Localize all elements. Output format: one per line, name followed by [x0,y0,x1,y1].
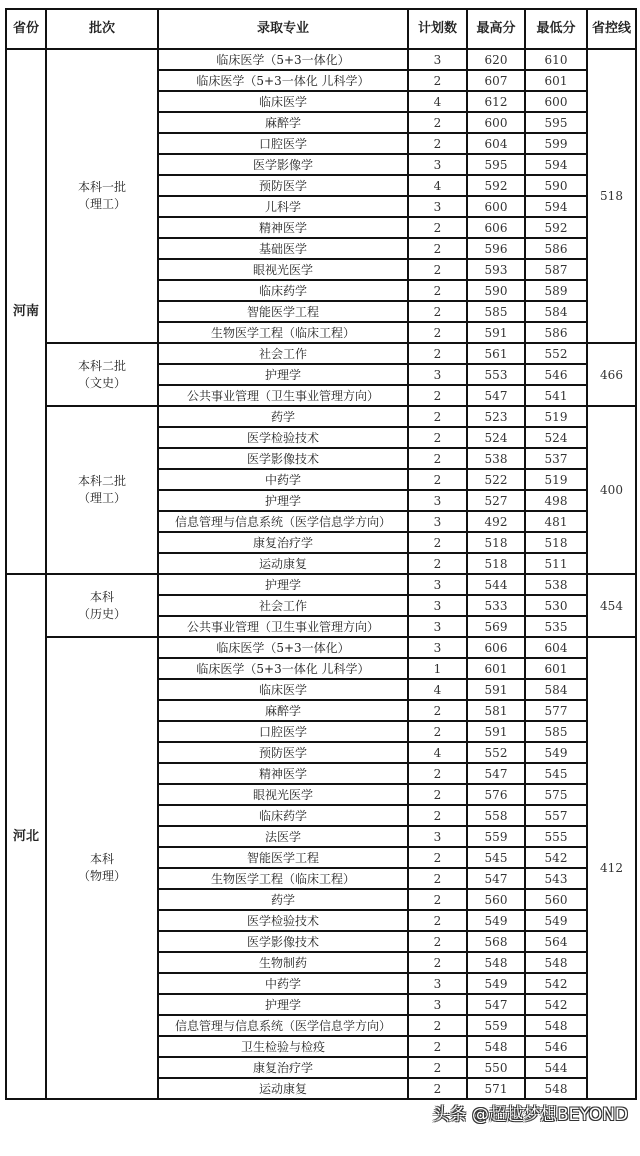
min-score-cell: 592 [525,217,587,238]
plan-count-cell: 2 [408,448,467,469]
min-score-cell: 549 [525,910,587,931]
min-score-cell: 543 [525,868,587,889]
min-score-cell: 599 [525,133,587,154]
min-score-cell: 537 [525,448,587,469]
major-cell: 医学检验技术 [158,910,408,931]
major-cell: 临床医学（5+3一体化） [158,49,408,70]
major-cell: 眼视光医学 [158,784,408,805]
control-line-cell: 412 [587,637,636,1099]
max-score-cell: 518 [467,553,525,574]
max-score-cell: 591 [467,679,525,700]
min-score-cell: 586 [525,322,587,343]
max-score-cell: 552 [467,742,525,763]
min-score-cell: 542 [525,973,587,994]
header-batch: 批次 [46,9,158,49]
min-score-cell: 519 [525,469,587,490]
table-row [6,574,636,595]
control-line-cell: 466 [587,343,636,406]
max-score-cell: 549 [467,973,525,994]
max-score-cell: 600 [467,112,525,133]
min-score-cell: 542 [525,847,587,868]
min-score-cell: 552 [525,343,587,364]
plan-count-cell: 2 [408,532,467,553]
max-score-cell: 595 [467,154,525,175]
table-row [6,637,636,658]
plan-count-cell: 2 [408,700,467,721]
plan-count-cell: 3 [408,574,467,595]
max-score-cell: 527 [467,490,525,511]
plan-count-cell: 3 [408,49,467,70]
plan-count-cell: 2 [408,259,467,280]
plan-count-cell: 4 [408,175,467,196]
min-score-cell: 498 [525,490,587,511]
min-score-cell: 511 [525,553,587,574]
max-score-cell: 524 [467,427,525,448]
major-cell: 运动康复 [158,1078,408,1099]
major-cell: 临床药学 [158,280,408,301]
major-cell: 预防医学 [158,742,408,763]
major-cell: 护理学 [158,994,408,1015]
major-cell: 运动康复 [158,553,408,574]
plan-count-cell: 3 [408,616,467,637]
max-score-cell: 612 [467,91,525,112]
header-max-score: 最高分 [467,9,525,49]
min-score-cell: 544 [525,1057,587,1078]
major-cell: 儿科学 [158,196,408,217]
major-cell: 卫生检验与检疫 [158,1036,408,1057]
major-cell: 临床医学 [158,679,408,700]
major-cell: 医学检验技术 [158,427,408,448]
control-line-cell: 454 [587,574,636,637]
table-row [6,49,636,70]
min-score-cell: 530 [525,595,587,616]
major-cell: 预防医学 [158,175,408,196]
table-row [6,406,636,427]
max-score-cell: 553 [467,364,525,385]
plan-count-cell: 2 [408,469,467,490]
plan-count-cell: 2 [408,385,467,406]
min-score-cell: 481 [525,511,587,532]
min-score-cell: 548 [525,1078,587,1099]
max-score-cell: 560 [467,889,525,910]
min-score-cell: 518 [525,532,587,553]
max-score-cell: 559 [467,1015,525,1036]
min-score-cell: 548 [525,952,587,973]
min-score-cell: 535 [525,616,587,637]
min-score-cell: 575 [525,784,587,805]
max-score-cell: 591 [467,721,525,742]
plan-count-cell: 2 [408,1036,467,1057]
max-score-cell: 522 [467,469,525,490]
watermark: 头条 @超越梦想BEYOND [432,1105,628,1125]
plan-count-cell: 2 [408,805,467,826]
table-row [6,343,636,364]
min-score-cell: 548 [525,1015,587,1036]
major-cell: 生物医学工程（临床工程） [158,322,408,343]
header-province: 省份 [6,9,46,49]
plan-count-cell: 3 [408,364,467,385]
major-cell: 护理学 [158,574,408,595]
min-score-cell: 594 [525,154,587,175]
min-score-cell: 546 [525,364,587,385]
max-score-cell: 606 [467,217,525,238]
major-cell: 智能医学工程 [158,301,408,322]
max-score-cell: 581 [467,700,525,721]
major-cell: 麻醉学 [158,112,408,133]
min-score-cell: 557 [525,805,587,826]
plan-count-cell: 3 [408,154,467,175]
major-cell: 口腔医学 [158,133,408,154]
max-score-cell: 571 [467,1078,525,1099]
major-cell: 医学影像技术 [158,931,408,952]
major-cell: 生物医学工程（临床工程） [158,868,408,889]
batch-cell: 本科二批 （理工） [46,406,158,574]
max-score-cell: 591 [467,322,525,343]
plan-count-cell: 2 [408,427,467,448]
plan-count-cell: 3 [408,196,467,217]
max-score-cell: 518 [467,532,525,553]
max-score-cell: 569 [467,616,525,637]
major-cell: 临床药学 [158,805,408,826]
major-cell: 信息管理与信息系统（医学信息学方向） [158,1015,408,1036]
max-score-cell: 590 [467,280,525,301]
min-score-cell: 564 [525,931,587,952]
max-score-cell: 559 [467,826,525,847]
major-cell: 眼视光医学 [158,259,408,280]
plan-count-cell: 4 [408,91,467,112]
province-cell: 河北 [6,574,46,1099]
max-score-cell: 547 [467,994,525,1015]
major-cell: 精神医学 [158,763,408,784]
max-score-cell: 607 [467,70,525,91]
major-cell: 临床医学（5+3一体化 儿科学） [158,70,408,91]
min-score-cell: 601 [525,70,587,91]
admission-scores-table [5,8,637,1100]
plan-count-cell: 2 [408,763,467,784]
min-score-cell: 600 [525,91,587,112]
header-control-line: 省控线 [587,9,636,49]
min-score-cell: 601 [525,658,587,679]
plan-count-cell: 2 [408,910,467,931]
plan-count-cell: 2 [408,784,467,805]
max-score-cell: 523 [467,406,525,427]
plan-count-cell: 3 [408,973,467,994]
min-score-cell: 545 [525,763,587,784]
max-score-cell: 544 [467,574,525,595]
major-cell: 麻醉学 [158,700,408,721]
major-cell: 临床医学（5+3一体化） [158,637,408,658]
major-cell: 生物制药 [158,952,408,973]
min-score-cell: 560 [525,889,587,910]
max-score-cell: 547 [467,763,525,784]
plan-count-cell: 2 [408,952,467,973]
max-score-cell: 568 [467,931,525,952]
max-score-cell: 601 [467,658,525,679]
plan-count-cell: 2 [408,868,467,889]
plan-count-cell: 2 [408,238,467,259]
major-cell: 智能医学工程 [158,847,408,868]
plan-count-cell: 3 [408,826,467,847]
major-cell: 法医学 [158,826,408,847]
major-cell: 口腔医学 [158,721,408,742]
plan-count-cell: 2 [408,322,467,343]
min-score-cell: 519 [525,406,587,427]
major-cell: 药学 [158,406,408,427]
min-score-cell: 541 [525,385,587,406]
min-score-cell: 524 [525,427,587,448]
major-cell: 临床医学 [158,91,408,112]
min-score-cell: 594 [525,196,587,217]
major-cell: 中药学 [158,973,408,994]
min-score-cell: 549 [525,742,587,763]
max-score-cell: 561 [467,343,525,364]
batch-cell: 本科 （物理） [46,637,158,1099]
plan-count-cell: 2 [408,1015,467,1036]
major-cell: 康复治疗学 [158,532,408,553]
plan-count-cell: 2 [408,217,467,238]
max-score-cell: 596 [467,238,525,259]
plan-count-cell: 3 [408,490,467,511]
min-score-cell: 577 [525,700,587,721]
max-score-cell: 620 [467,49,525,70]
batch-cell: 本科二批 （文史） [46,343,158,406]
plan-count-cell: 2 [408,721,467,742]
province-cell: 河南 [6,49,46,574]
plan-count-cell: 2 [408,553,467,574]
max-score-cell: 604 [467,133,525,154]
plan-count-cell: 3 [408,637,467,658]
plan-count-cell: 3 [408,994,467,1015]
plan-count-cell: 3 [408,595,467,616]
plan-count-cell: 2 [408,301,467,322]
major-cell: 精神医学 [158,217,408,238]
max-score-cell: 548 [467,952,525,973]
max-score-cell: 492 [467,511,525,532]
major-cell: 中药学 [158,469,408,490]
plan-count-cell: 4 [408,679,467,700]
batch-cell: 本科 （历史） [46,574,158,637]
major-cell: 医学影像技术 [158,448,408,469]
max-score-cell: 585 [467,301,525,322]
major-cell: 护理学 [158,364,408,385]
min-score-cell: 587 [525,259,587,280]
major-cell: 信息管理与信息系统（医学信息学方向） [158,511,408,532]
plan-count-cell: 2 [408,70,467,91]
plan-count-cell: 2 [408,406,467,427]
header-plan-count: 计划数 [408,9,467,49]
min-score-cell: 585 [525,721,587,742]
header-major: 录取专业 [158,9,408,49]
major-cell: 护理学 [158,490,408,511]
header-row [6,9,636,49]
header-min-score: 最低分 [525,9,587,49]
plan-count-cell: 2 [408,280,467,301]
min-score-cell: 610 [525,49,587,70]
min-score-cell: 586 [525,238,587,259]
plan-count-cell: 2 [408,847,467,868]
max-score-cell: 592 [467,175,525,196]
batch-cell: 本科一批 （理工） [46,49,158,343]
min-score-cell: 555 [525,826,587,847]
max-score-cell: 576 [467,784,525,805]
plan-count-cell: 2 [408,931,467,952]
max-score-cell: 550 [467,1057,525,1078]
min-score-cell: 604 [525,637,587,658]
major-cell: 基础医学 [158,238,408,259]
control-line-cell: 400 [587,406,636,574]
major-cell: 公共事业管理（卫生事业管理方向） [158,385,408,406]
max-score-cell: 533 [467,595,525,616]
min-score-cell: 595 [525,112,587,133]
min-score-cell: 546 [525,1036,587,1057]
major-cell: 临床医学（5+3一体化 儿科学） [158,658,408,679]
min-score-cell: 584 [525,679,587,700]
max-score-cell: 545 [467,847,525,868]
max-score-cell: 547 [467,868,525,889]
max-score-cell: 558 [467,805,525,826]
major-cell: 医学影像学 [158,154,408,175]
plan-count-cell: 4 [408,742,467,763]
min-score-cell: 542 [525,994,587,1015]
plan-count-cell: 3 [408,511,467,532]
min-score-cell: 589 [525,280,587,301]
max-score-cell: 548 [467,1036,525,1057]
plan-count-cell: 2 [408,112,467,133]
major-cell: 公共事业管理（卫生事业管理方向） [158,616,408,637]
plan-count-cell: 2 [408,889,467,910]
plan-count-cell: 1 [408,658,467,679]
min-score-cell: 590 [525,175,587,196]
major-cell: 药学 [158,889,408,910]
major-cell: 社会工作 [158,595,408,616]
plan-count-cell: 2 [408,343,467,364]
major-cell: 社会工作 [158,343,408,364]
plan-count-cell: 2 [408,133,467,154]
control-line-cell: 518 [587,49,636,343]
max-score-cell: 600 [467,196,525,217]
max-score-cell: 606 [467,637,525,658]
plan-count-cell: 2 [408,1057,467,1078]
major-cell: 康复治疗学 [158,1057,408,1078]
min-score-cell: 584 [525,301,587,322]
max-score-cell: 538 [467,448,525,469]
min-score-cell: 538 [525,574,587,595]
max-score-cell: 549 [467,910,525,931]
plan-count-cell: 2 [408,1078,467,1099]
max-score-cell: 593 [467,259,525,280]
max-score-cell: 547 [467,385,525,406]
